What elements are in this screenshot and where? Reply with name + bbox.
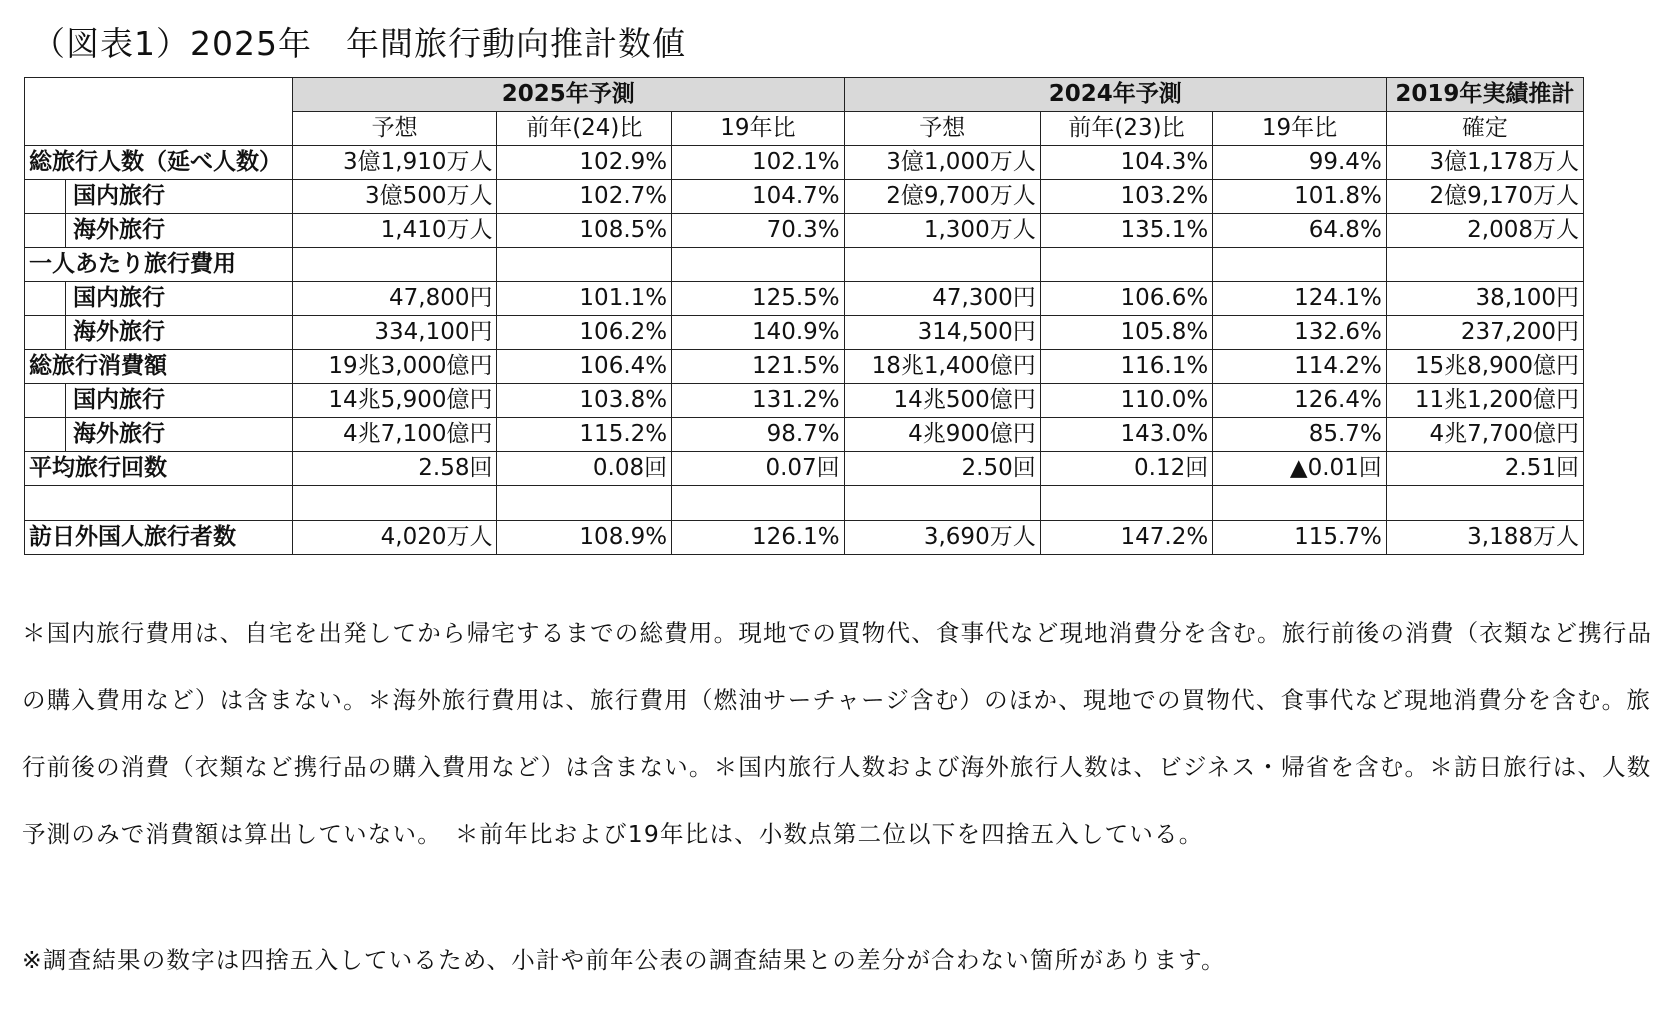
value-cell: 114.2%	[1213, 350, 1387, 384]
value-cell: 135.1%	[1040, 214, 1213, 248]
row-label: 海外旅行	[25, 418, 293, 452]
value-cell: 106.4%	[497, 350, 672, 384]
value-cell	[844, 486, 1040, 521]
value-cell: 3,188万人	[1386, 521, 1583, 555]
value-cell: 104.3%	[1040, 146, 1213, 180]
value-cell: 4,020万人	[292, 521, 497, 555]
value-cell: 2.50回	[844, 452, 1040, 486]
table-row	[25, 418, 1584, 452]
value-cell: 121.5%	[672, 350, 845, 384]
value-cell: 0.12回	[1040, 452, 1213, 486]
value-cell: 103.2%	[1040, 180, 1213, 214]
value-cell: 102.1%	[672, 146, 845, 180]
subheader-cell: 19年比	[1213, 112, 1387, 146]
row-label: 総旅行消費額	[25, 350, 293, 384]
table-row	[25, 384, 1584, 418]
value-cell: 102.7%	[497, 180, 672, 214]
value-cell: 3億500万人	[292, 180, 497, 214]
value-cell	[1386, 248, 1583, 282]
value-cell: 0.07回	[672, 452, 845, 486]
subheader-cell: 19年比	[672, 112, 845, 146]
value-cell	[1386, 486, 1583, 521]
value-cell: 64.8%	[1213, 214, 1387, 248]
subheader-cell: 確定	[1386, 112, 1583, 146]
value-cell: 105.8%	[1040, 316, 1213, 350]
value-cell: 3億1,178万人	[1386, 146, 1583, 180]
value-cell: 143.0%	[1040, 418, 1213, 452]
value-cell: 0.08回	[497, 452, 672, 486]
value-cell	[292, 248, 497, 282]
table-row	[25, 316, 1584, 350]
value-cell	[672, 486, 845, 521]
subheader-cell: 予想	[292, 112, 497, 146]
value-cell: 334,100円	[292, 316, 497, 350]
value-cell: 2億9,170万人	[1386, 180, 1583, 214]
footnote-rounding: ※調査結果の数字は四捨五入しているため、小計や前年公表の調査結果との差分が合わない箇所があります。	[22, 946, 1226, 974]
value-cell: 2億9,700万人	[844, 180, 1040, 214]
value-cell: 125.5%	[672, 282, 845, 316]
value-cell: 4兆7,700億円	[1386, 418, 1583, 452]
value-cell	[292, 486, 497, 521]
table-row	[25, 452, 1584, 486]
value-cell: 106.6%	[1040, 282, 1213, 316]
value-cell: 98.7%	[672, 418, 845, 452]
sub-header-row	[25, 112, 1584, 146]
table-row	[25, 248, 1584, 282]
row-label	[25, 486, 293, 521]
value-cell: 110.0%	[1040, 384, 1213, 418]
value-cell	[844, 248, 1040, 282]
row-label: 総旅行人数（延べ人数）	[25, 146, 293, 180]
value-cell: 18兆1,400億円	[844, 350, 1040, 384]
corner-cell-lower	[25, 112, 293, 146]
value-cell: 47,800円	[292, 282, 497, 316]
value-cell: 103.8%	[497, 384, 672, 418]
value-cell: 116.1%	[1040, 350, 1213, 384]
value-cell: 106.2%	[497, 316, 672, 350]
value-cell: 14兆5,900億円	[292, 384, 497, 418]
value-cell: 237,200円	[1386, 316, 1583, 350]
row-label: 一人あたり旅行費用	[25, 248, 293, 282]
travel-estimate-table	[24, 77, 1584, 555]
row-label: 海外旅行	[25, 316, 293, 350]
value-cell: 101.8%	[1213, 180, 1387, 214]
value-cell: ▲0.01回	[1213, 452, 1387, 486]
value-cell: 126.4%	[1213, 384, 1387, 418]
value-cell: 15兆8,900億円	[1386, 350, 1583, 384]
table-row	[25, 146, 1584, 180]
value-cell: 115.7%	[1213, 521, 1387, 555]
subheader-cell: 前年(24)比	[497, 112, 672, 146]
value-cell: 4兆7,100億円	[292, 418, 497, 452]
group-2019-header: 2019年実績推計	[1386, 78, 1583, 112]
value-cell: 102.9%	[497, 146, 672, 180]
value-cell: 1,300万人	[844, 214, 1040, 248]
value-cell	[1213, 248, 1387, 282]
table-row	[25, 214, 1584, 248]
table-row	[25, 486, 1584, 521]
value-cell: 38,100円	[1386, 282, 1583, 316]
value-cell: 108.5%	[497, 214, 672, 248]
footnotes	[22, 600, 1662, 868]
value-cell: 147.2%	[1040, 521, 1213, 555]
value-cell	[497, 248, 672, 282]
table-row	[25, 521, 1584, 555]
value-cell: 314,500円	[844, 316, 1040, 350]
value-cell: 124.1%	[1213, 282, 1387, 316]
value-cell	[497, 486, 672, 521]
value-cell: 99.4%	[1213, 146, 1387, 180]
row-label: 訪日外国人旅行者数	[25, 521, 293, 555]
value-cell: 4兆900億円	[844, 418, 1040, 452]
value-cell: 47,300円	[844, 282, 1040, 316]
group-2024-header: 2024年予測	[844, 78, 1386, 112]
value-cell: 11兆1,200億円	[1386, 384, 1583, 418]
row-label: 海外旅行	[25, 214, 293, 248]
value-cell: 1,410万人	[292, 214, 497, 248]
value-cell: 132.6%	[1213, 316, 1387, 350]
table-row	[25, 282, 1584, 316]
value-cell: 140.9%	[672, 316, 845, 350]
table-row	[25, 350, 1584, 384]
value-cell	[672, 248, 845, 282]
row-label: 国内旅行	[25, 180, 293, 214]
value-cell: 126.1%	[672, 521, 845, 555]
page-title: （図表1）2025年 年間旅行動向推計数値	[32, 24, 686, 63]
value-cell: 3億1,910万人	[292, 146, 497, 180]
value-cell: 2.58回	[292, 452, 497, 486]
corner-cell	[25, 78, 293, 112]
row-label: 国内旅行	[25, 282, 293, 316]
value-cell: 14兆500億円	[844, 384, 1040, 418]
value-cell: 3,690万人	[844, 521, 1040, 555]
group-2025-header: 2025年予測	[292, 78, 844, 112]
value-cell: 131.2%	[672, 384, 845, 418]
value-cell	[1040, 248, 1213, 282]
value-cell	[1213, 486, 1387, 521]
value-cell: 104.7%	[672, 180, 845, 214]
value-cell: 19兆3,000億円	[292, 350, 497, 384]
row-label: 国内旅行	[25, 384, 293, 418]
value-cell: 3億1,000万人	[844, 146, 1040, 180]
table-row	[25, 180, 1584, 214]
subheader-cell: 予想	[844, 112, 1040, 146]
value-cell	[1040, 486, 1213, 521]
value-cell: 2.51回	[1386, 452, 1583, 486]
value-cell: 101.1%	[497, 282, 672, 316]
group-header-row	[25, 78, 1584, 112]
subheader-cell: 前年(23)比	[1040, 112, 1213, 146]
value-cell: 2,008万人	[1386, 214, 1583, 248]
value-cell: 108.9%	[497, 521, 672, 555]
value-cell: 115.2%	[497, 418, 672, 452]
row-label: 平均旅行回数	[25, 452, 293, 486]
value-cell: 85.7%	[1213, 418, 1387, 452]
value-cell: 70.3%	[672, 214, 845, 248]
footnote-main: ＊国内旅行費用は、自宅を出発してから帰宅するまでの総費用。現地での買物代、食事代など現地消費分を含む。旅行前後の消費（衣類など携行品の購入費用など）は含まない。＊海外旅行費用は、旅行費用（燃油サーチャージ含む）のほか、現地での買物代、食事代など現地消費分を含む。旅行前後の消費（衣類など携行品の購入費用など）は含まない。＊国内旅行人数および海外旅行人数は、ビジネス・帰省を含む。＊訪日旅行は、人数予測のみで消費額は算出していない。 ＊前年比および19年比は、小数点第二位以下を四捨五入している。	[22, 619, 1653, 848]
